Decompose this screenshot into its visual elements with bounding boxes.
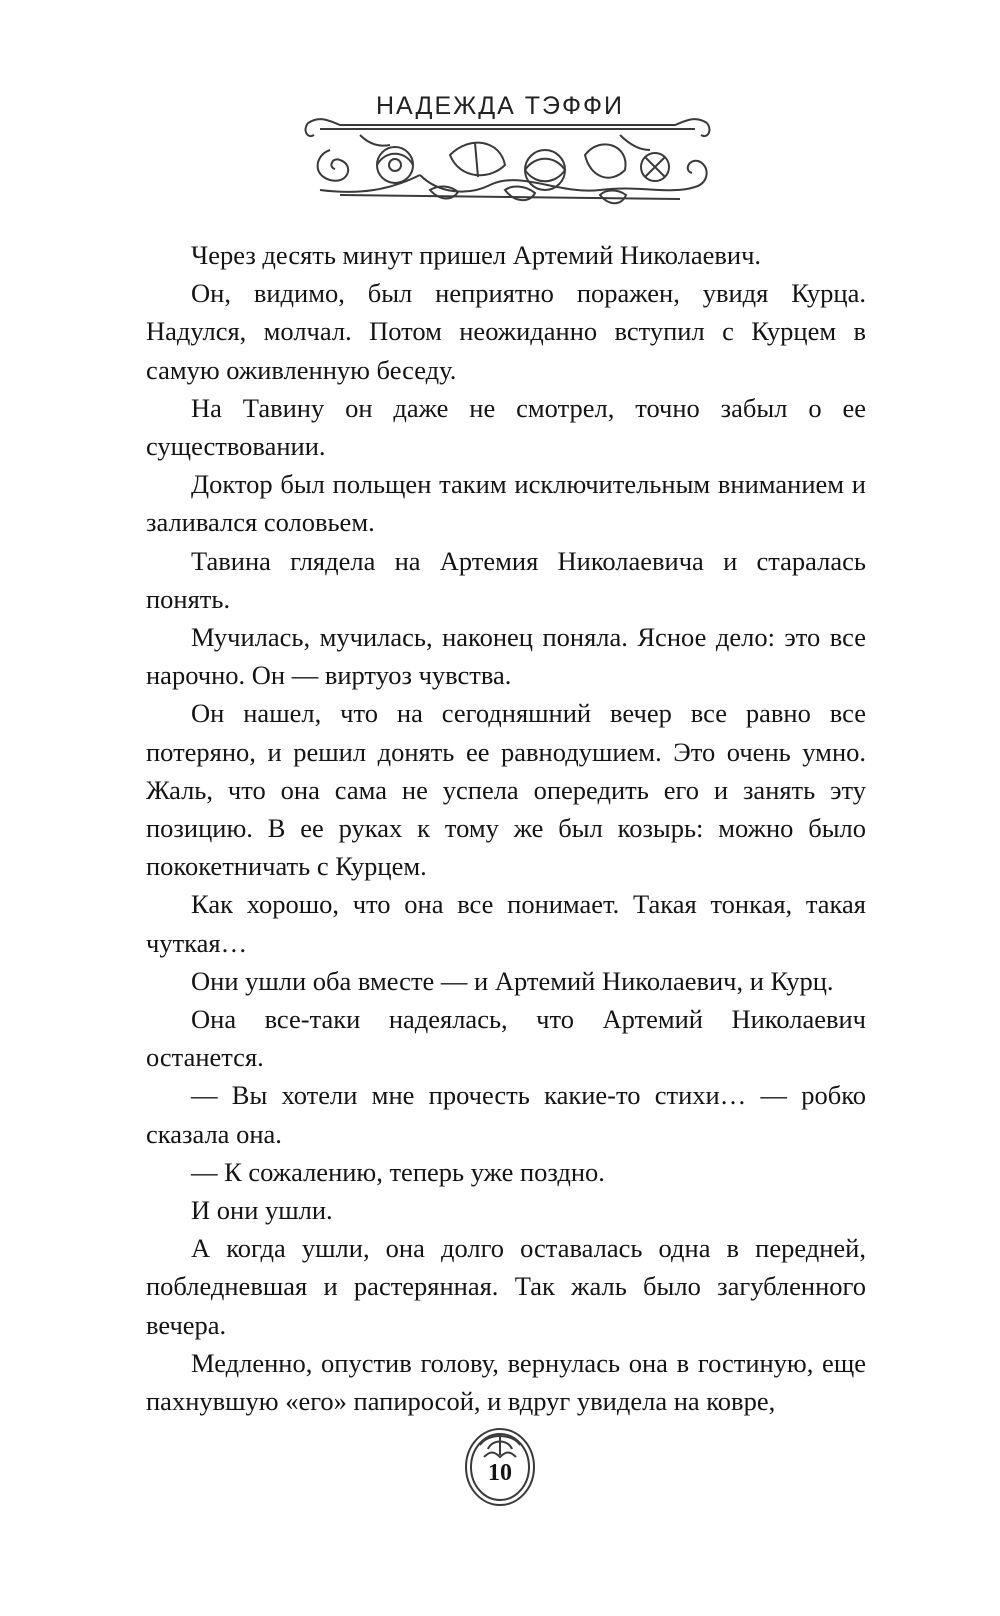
paragraph: Как хорошо, что она все понимает. Такая тонкая, такая чуткая… — [146, 889, 866, 958]
paragraph: Он нашел, что на сегодняшний вечер все равно все потеряно, и решил донять ее равнодушием. Это очень умно. Жаль, что она сама не успела опередить его и занять эту позицию. В ее руках к тому же был козырь: можно было пококетничать с Курцем. — [146, 698, 866, 882]
paragraph: Мучилась, мучилась, наконец поняла. Ясное дело: это все нарочно. Он — виртуоз чувства. — [146, 622, 866, 691]
paragraph: — К сожалению, теперь уже поздно. — [191, 1156, 605, 1187]
paragraph: Медленно, опустив голову, вернулась она в гостиную, еще пахнувшую «его» папиросой, и вдруг увидела на ковре, — [146, 1347, 866, 1417]
paragraph: Он, видимо, был неприятно поражен, увидя Курца. Надулся, молчал. Потом неожиданно вступил с Курцем в самую оживленную беседу. — [146, 278, 866, 385]
body-text — [146, 236, 866, 1420]
page-number: 10 — [488, 1460, 512, 1486]
paragraph: Они ушли оба вместе — и Артемий Николаевич, и Курц. — [191, 965, 834, 996]
page-header — [0, 0, 1000, 215]
paragraph: А когда ушли, она долго оставалась одна в передней, побледневшая и растерянная. Так жаль было загубленного вечера. — [146, 1233, 866, 1340]
page-folio — [460, 1415, 540, 1515]
paragraph: Доктор был польщен таким исключительным вниманием и заливался соловьем. — [146, 469, 866, 538]
paragraph: Тавина глядела на Артемия Николаевича и старалась понять. — [146, 545, 866, 614]
paragraph: Она все-таки надеялась, что Артемий Николаевич останется. — [146, 1004, 866, 1073]
paragraph: Через десять минут пришел Артемий Николаевич. — [191, 240, 762, 270]
running-title: НАДЕЖДА ТЭФФИ — [375, 92, 625, 120]
paragraph: — Вы хотели мне прочесть какие-то стихи… — робко сказала она. — [146, 1080, 866, 1149]
paragraph: На Тавину он даже не смотрел, точно забыл о ее существовании. — [146, 392, 866, 462]
paragraph: И они ушли. — [191, 1195, 333, 1226]
